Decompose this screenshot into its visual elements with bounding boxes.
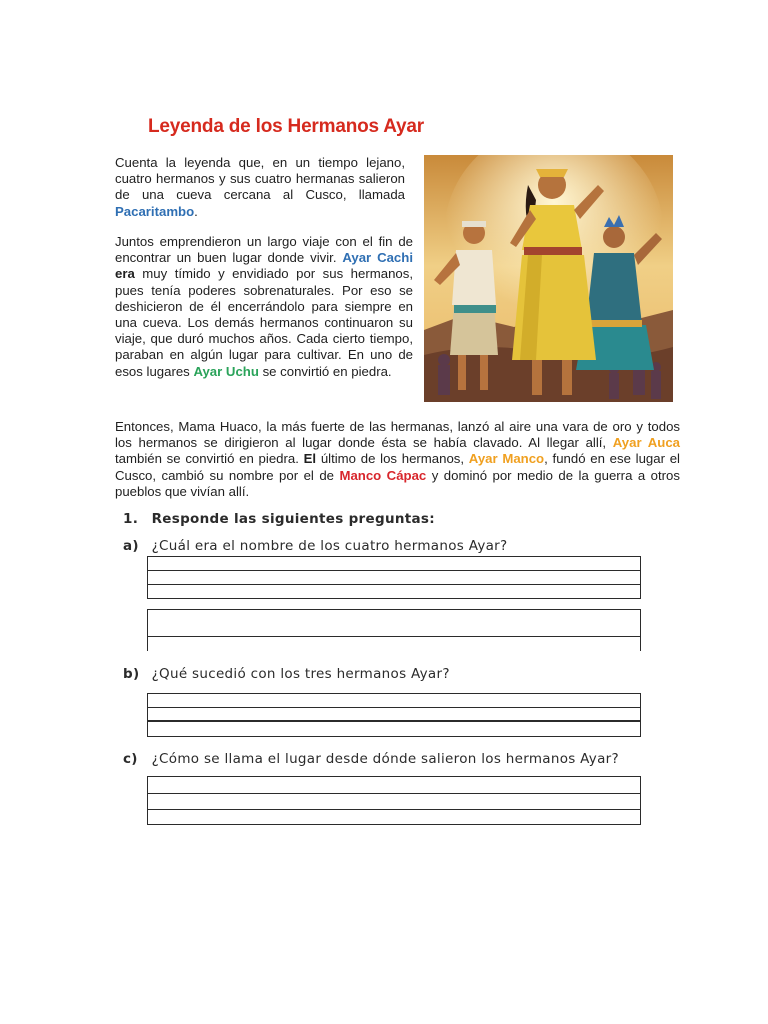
answer-box-b[interactable]: [147, 693, 641, 737]
answer-box-a1[interactable]: [147, 556, 641, 599]
page-title: Leyenda de los Hermanos Ayar: [148, 116, 424, 137]
paragraph-journey: [115, 234, 413, 380]
highlight-ayar-uchu: Ayar Uchu: [193, 363, 259, 379]
text: Juntos emprendieron un largo viaje con el fin de encontrar un buen lugar donde vivir.: [115, 234, 413, 266]
answer-box-c[interactable]: [147, 776, 641, 825]
answer-line[interactable]: [148, 810, 640, 824]
answer-line[interactable]: [148, 708, 640, 722]
text: también se convirtió en piedra.: [115, 451, 304, 467]
question-b: [123, 666, 450, 682]
text: último de los hermanos,: [316, 451, 469, 467]
hermanos-ayar-illustration: [424, 155, 673, 402]
highlight-el: El: [303, 451, 317, 467]
question-c-text: ¿Cómo se llama el lugar desde dónde salieron los hermanos Ayar?: [151, 751, 619, 767]
highlight-manco-capac: Manco Cápac: [339, 467, 427, 483]
text: muy tímido y envidiado por sus hermanos, pues tenía poderes sobrenaturales. Por eso se deshicieron de él encerrándolo para siempre en una cueva. Los demás hermanos continuaron su viaje, que duró muchos años. Cada cierto tiempo, paraban en algún lugar para cultivar. En uno de esos lugares: [115, 266, 413, 379]
text: , fundó en ese lugar el Cusco, cambió su nombre por el de: [115, 451, 680, 483]
question-a: [123, 538, 508, 554]
question-a-text: ¿Cuál era el nombre de los cuatro hermanos Ayar?: [151, 538, 508, 554]
answer-line[interactable]: [148, 794, 640, 810]
text: .: [194, 203, 198, 219]
answer-box-a2[interactable]: [147, 609, 641, 651]
highlight-era: era: [115, 266, 135, 282]
text: se convirtió en piedra.: [258, 363, 392, 379]
answer-line[interactable]: [148, 557, 640, 571]
paragraph-intro: [115, 155, 405, 220]
question-a-label: a): [123, 538, 139, 554]
text: Cuenta la leyenda que, en un tiempo lejano, cuatro hermanos y sus cuatro hermanas salieron de una cueva cercana al Cusco, llamada: [115, 155, 405, 203]
questions-header: [123, 511, 435, 527]
answer-line[interactable]: [148, 610, 640, 637]
question-c: [123, 751, 619, 767]
text: Entonces, Mama Huaco, la más fuerte de las hermanas, lanzó al aire una vara de oro y todos los hermanos se dirigieron al lugar donde ésta se había clavado. Al llegar allí,: [115, 419, 680, 451]
highlight-ayar-manco: Ayar Manco: [468, 451, 545, 467]
highlight-ayar-cachi: Ayar Cachi: [342, 250, 413, 266]
answer-line[interactable]: [148, 722, 640, 735]
answer-line[interactable]: [148, 571, 640, 585]
question-number: 1.: [123, 511, 139, 527]
answer-line[interactable]: [148, 694, 640, 708]
question-b-text: ¿Qué sucedió con los tres hermanos Ayar?: [151, 666, 450, 682]
question-b-label: b): [123, 666, 140, 682]
highlight-ayar-auca: Ayar Auca: [612, 435, 680, 451]
answer-line[interactable]: [148, 637, 640, 651]
questions-header-text: Responde las siguientes preguntas:: [151, 511, 435, 527]
answer-line[interactable]: [148, 777, 640, 794]
question-c-label: c): [123, 751, 138, 767]
highlight-pacaritambo: Pacaritambo: [115, 203, 195, 219]
paragraph-ending: [115, 419, 680, 500]
answer-line[interactable]: [148, 585, 640, 598]
text: y dominó por medio de la guerra a otros pueblos que vivían allí.: [115, 467, 680, 499]
